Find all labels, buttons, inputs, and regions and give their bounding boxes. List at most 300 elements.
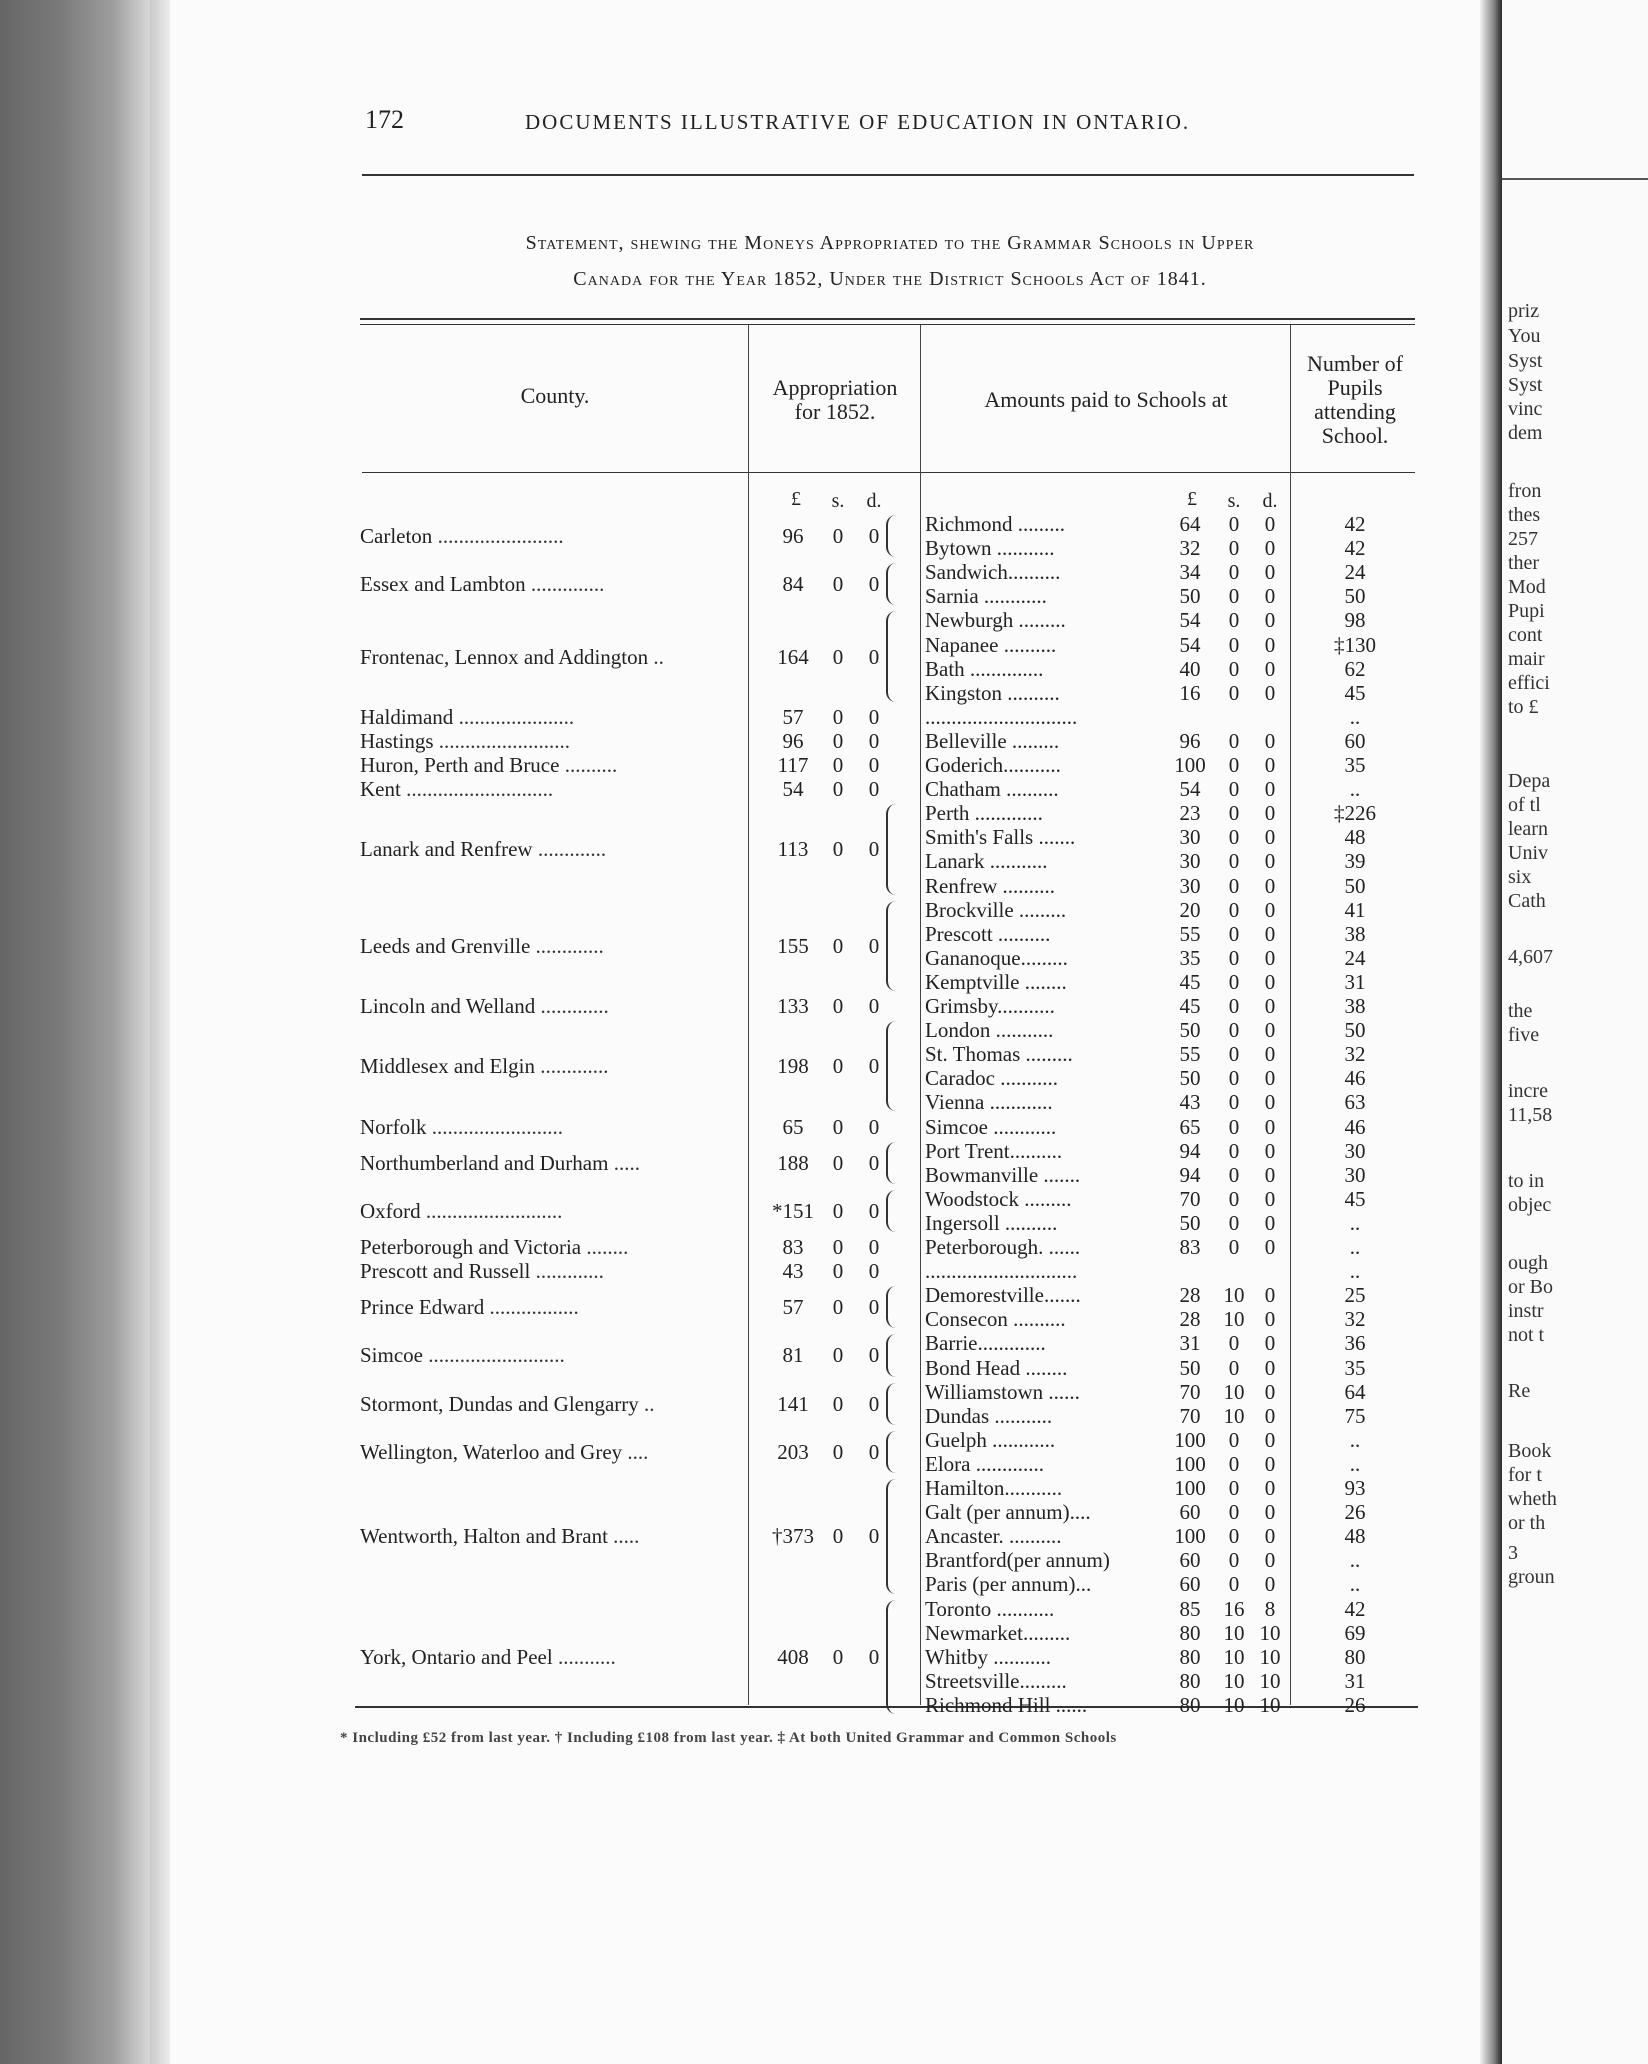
county-label: Oxford [360,1198,426,1223]
facing-page-text-fragment: Syst [1508,350,1543,372]
appropriation-pounds: 96 [782,728,804,753]
school-amount-pence: 10 [1259,1692,1281,1717]
appropriation-shillings: 0 [832,1150,844,1175]
school-pupil-count: 42 [1344,512,1366,536]
school-amount-pounds: 45 [1179,994,1201,1018]
facing-page-text-fragment: not t [1508,1324,1545,1346]
school-pupil-count: 50 [1344,1018,1366,1043]
school-name: Peterborough. ...... [925,1235,1081,1259]
school-amount-pounds: 100 [1174,1427,1206,1452]
school-pupil-count: ‡226 [1334,801,1376,826]
school-pupil-count: .. [1349,1451,1361,1476]
school-amount-pounds: 70 [1179,1403,1201,1428]
appropriation-shillings: 0 [832,1343,844,1368]
county-label: Wellington, Waterloo and Grey [360,1439,628,1464]
column-divider-3 [1290,325,1291,1705]
county-leader-dots: .......................... [425,1198,563,1223]
appropriation-pence: 0 [868,1054,880,1079]
page-number: 172 [365,105,404,134]
school-amount-pence: 0 [1264,1500,1276,1525]
school-amount-pence: 0 [1264,584,1276,609]
school-amount-pence: 0 [1264,536,1276,561]
appropriation-pounds: 164 [777,644,809,669]
county-label: Prescott and Russell [360,1259,536,1284]
appropriation-pence: 0 [868,1391,880,1416]
school-amount-pounds: 64 [1179,512,1201,536]
school-amount-pounds: 100 [1174,1476,1206,1500]
school-name: Port Trent.......... [925,1138,1063,1163]
facing-page-text-fragment: Univ [1508,842,1548,864]
appropriation-pound-unit: £ [791,488,801,510]
county-leader-dots: ............. [535,1259,604,1284]
school-amount-shillings: 0 [1228,1572,1240,1597]
appropriation-shillings: 0 [832,994,844,1018]
school-pupil-count: 30 [1344,1138,1366,1163]
school-pupil-count: 50 [1344,873,1366,898]
school-amount-shillings: 10 [1223,1403,1245,1428]
school-name: Bytown ........... [925,536,1055,561]
school-amount-shillings: 0 [1228,1186,1240,1211]
facing-page-text-fragment: 3 [1508,1542,1518,1564]
county-leader-dots: ............. [535,933,604,958]
school-pupil-count: 38 [1344,994,1366,1018]
school-name: Paris (per annum)... [925,1572,1092,1597]
school-name: ............................. [925,704,1078,729]
school-amount-pence: 0 [1264,1066,1276,1091]
pupils-header-line-1: Number of [1307,351,1403,376]
appropriation-shillings: 0 [832,1391,844,1416]
county-name [360,837,742,862]
school-amount-shillings: 0 [1228,512,1240,536]
school-amount-shillings: 0 [1228,1210,1240,1235]
appropriation-pence: 0 [868,1439,880,1464]
header-rule [362,174,1414,176]
facing-page-text-fragment: mair [1508,648,1545,670]
appropriation-shillings: 0 [832,524,844,549]
school-amount-pounds: 40 [1179,656,1201,681]
amount-shilling-unit: s. [1227,490,1241,512]
school-amount-pence: 0 [1264,1403,1276,1428]
county-label: Wentworth, Halton and Brant [360,1524,614,1549]
county-name [360,1645,742,1670]
county-label: Haldimand [360,704,459,729]
school-pupil-count: .. [1349,1427,1361,1452]
school-pupil-count: .. [1349,1548,1361,1573]
school-amount-pounds: 70 [1179,1186,1201,1211]
appropriation-pounds: 81 [782,1343,804,1368]
school-amount-shillings: 0 [1228,921,1240,946]
school-amount-shillings: 10 [1223,1379,1245,1404]
county-name [360,934,742,959]
facing-page-text-fragment: five [1508,1024,1540,1046]
amount-pound-unit: £ [1187,488,1197,510]
school-amount-pounds: 32 [1179,536,1201,561]
school-name: Richmond Hill ...... [925,1692,1088,1717]
school-amount-pounds: 23 [1179,801,1201,826]
school-amount-shillings: 0 [1228,728,1240,753]
school-amount-pence: 0 [1264,1355,1276,1380]
facing-page-rule [1502,178,1648,180]
school-pupil-count: 41 [1344,897,1366,922]
footnote: * Including £52 from last year. † Including £108 from last year. ‡ At both United Grammar and Common Schools [340,1730,1117,1746]
appropriation-shillings: 0 [832,728,844,753]
school-amount-shillings: 0 [1228,656,1240,681]
school-amount-pounds: 50 [1179,1355,1201,1380]
school-pupil-count: 80 [1344,1644,1366,1669]
school-name: Sarnia ............ [925,584,1047,609]
school-amount-pounds: 50 [1179,1018,1201,1043]
pupils-header-line-2: Pupils [1327,375,1383,400]
school-name: Kemptville ........ [925,969,1067,994]
appropriation-shillings: 0 [832,1054,844,1079]
county-name [360,1259,742,1284]
school-pupil-count: 42 [1344,1596,1366,1621]
school-amount-pounds: 30 [1179,825,1201,850]
school-name: Brantford(per annum) [925,1548,1110,1573]
header-bottom-rule [362,472,1415,473]
county-name [360,1440,742,1465]
school-amount-pence: 0 [1264,1186,1276,1211]
group-brace [886,1334,900,1376]
school-name: Richmond ......... [925,512,1065,536]
school-amount-pounds: 80 [1179,1692,1201,1717]
school-amount-shillings: 0 [1228,1355,1240,1380]
group-brace [886,1600,900,1715]
table-top-rule [360,318,1415,320]
school-amount-pence: 0 [1264,1331,1276,1356]
school-name: Lanark ........... [925,849,1048,874]
school-amount-shillings: 0 [1228,994,1240,1018]
school-name: Goderich........... [925,753,1061,777]
appropriation-shillings: 0 [832,933,844,958]
school-pupil-count: 39 [1344,849,1366,874]
county-label: Prince Edward [360,1295,490,1320]
appropriation-pence: 0 [868,644,880,669]
county-name [360,753,742,778]
appropriation-pounds: 57 [782,704,804,729]
school-amount-pounds: 94 [1179,1162,1201,1187]
appropriation-pounds: 113 [777,837,809,862]
school-pupil-count: 50 [1344,584,1366,609]
facing-page-text-fragment: for t [1508,1464,1542,1486]
group-brace [886,1021,900,1111]
facing-page-text-fragment: thes [1508,504,1541,526]
facing-page-text-fragment: Mod [1508,576,1546,598]
school-amount-shillings: 0 [1228,849,1240,874]
facing-page-text-fragment: 4,607 [1508,946,1553,968]
school-amount-pence: 0 [1264,1476,1276,1500]
school-pupil-count: 24 [1344,945,1366,970]
school-amount-pence: 0 [1264,1379,1276,1404]
school-amount-pounds: 65 [1179,1114,1201,1139]
county-label: Lincoln and Welland [360,994,541,1018]
school-amount-pence: 0 [1264,945,1276,970]
appropriation-pounds: 141 [777,1391,809,1416]
county-label: Leeds and Grenville [360,933,536,958]
county-name [360,777,742,802]
facing-page-text-fragment: or Bo [1508,1276,1553,1298]
school-amount-pounds: 96 [1179,728,1201,753]
school-amount-pence: 0 [1264,1427,1276,1452]
appropriation-shillings: 0 [832,1439,844,1464]
county-label: Norfolk [360,1114,432,1139]
county-leader-dots: .... [627,1439,649,1464]
school-amount-shillings: 0 [1228,1548,1240,1573]
school-pupil-count: 38 [1344,921,1366,946]
school-amount-pence: 10 [1259,1644,1281,1669]
group-brace [886,1431,900,1473]
school-pupil-count: ‡130 [1334,632,1376,657]
school-amount-shillings: 0 [1228,1235,1240,1259]
appropriation-pounds: 65 [782,1114,804,1139]
column-divider-2 [920,325,921,1705]
county-leader-dots: ..... [613,1524,640,1549]
school-amount-shillings: 0 [1228,1018,1240,1043]
facing-page-text-fragment: fron [1508,480,1542,502]
group-brace [886,804,900,894]
school-amount-shillings: 0 [1228,560,1240,585]
school-amount-pounds: 20 [1179,897,1201,922]
amounts-header: Amounts paid to Schools at [984,387,1228,412]
appropriation-pounds: 133 [777,994,809,1018]
school-amount-shillings: 0 [1228,1500,1240,1525]
school-amount-shillings: 0 [1228,1476,1240,1500]
appropriation-shillings: 0 [832,1235,844,1259]
school-amount-shillings: 16 [1223,1596,1245,1621]
county-header: County. [520,383,590,408]
appropriation-pounds: *151 [772,1198,814,1223]
school-pupil-count: 26 [1344,1692,1366,1717]
school-amount-shillings: 10 [1223,1668,1245,1693]
school-name: Chatham .......... [925,777,1059,802]
school-amount-pence: 0 [1264,632,1276,657]
appropriation-pence: 0 [868,1524,880,1549]
county-label: Northumberland and Durham [360,1150,614,1175]
table-top-rule-2 [360,324,1415,325]
facing-page-text-fragment: Re [1508,1380,1531,1402]
facing-page-text-fragment: ther [1508,552,1540,574]
school-amount-pounds: 28 [1179,1307,1201,1332]
school-amount-pounds: 60 [1179,1548,1201,1573]
appropriation-shilling-unit: s. [831,490,845,512]
group-brace [886,1142,900,1184]
school-amount-pence: 8 [1264,1596,1276,1621]
school-amount-pence: 0 [1264,849,1276,874]
school-amount-shillings: 0 [1228,1138,1240,1163]
school-pupil-count: 48 [1344,825,1366,850]
facing-page-text-fragment: of tl [1508,794,1541,816]
facing-page-text-fragment: wheth [1508,1488,1557,1510]
school-name: Renfrew .......... [925,873,1056,898]
appropriation-pounds: 203 [777,1439,809,1464]
appropriation-pounds: 198 [777,1054,809,1079]
school-name: Whitby ........... [925,1644,1051,1669]
facing-page-text-fragment: six [1508,866,1532,888]
appropriation-shillings: 0 [832,1259,844,1284]
school-amount-shillings: 10 [1223,1644,1245,1669]
school-name: Toronto ........... [925,1596,1055,1621]
school-amount-shillings: 0 [1228,632,1240,657]
county-leader-dots: ...................... [458,704,575,729]
running-head: DOCUMENTS ILLUSTRATIVE OF EDUCATION IN ONTARIO. [525,110,1191,134]
appropriation-pence: 0 [868,1343,880,1368]
facing-page-text-fragment: groun [1508,1566,1555,1588]
school-amount-pounds: 50 [1179,1066,1201,1091]
county-name [360,1524,742,1549]
school-pupil-count: .. [1349,1259,1361,1284]
school-name: St. Thomas ......... [925,1042,1073,1067]
school-amount-pounds: 94 [1179,1138,1201,1163]
school-amount-pounds: 83 [1179,1235,1201,1259]
school-name: Woodstock ......... [925,1186,1072,1211]
appropriation-pence: 0 [868,994,880,1018]
facing-page-text-fragment: Cath [1508,890,1546,912]
school-name: Guelph ............ [925,1427,1056,1452]
school-name: Bowmanville ....... [925,1162,1081,1187]
county-leader-dots: .. [653,644,664,669]
school-amount-pence: 0 [1264,753,1276,777]
county-name [360,1343,742,1368]
school-pupil-count: 32 [1344,1307,1366,1332]
school-amount-pounds: 70 [1179,1379,1201,1404]
group-brace [886,515,900,557]
scanner-background [0,0,150,2064]
school-amount-pence: 0 [1264,873,1276,898]
facing-page-text-fragment: to £ [1508,696,1539,718]
county-name [360,1054,742,1079]
school-name: Newburgh ......... [925,608,1066,633]
school-pupil-count: 35 [1344,753,1366,777]
school-name: Ancaster. .......... [925,1524,1062,1549]
county-name [360,1392,742,1417]
school-name: Gananoque......... [925,945,1068,970]
school-amount-pounds: 35 [1179,945,1201,970]
school-name: Simcoe ............ [925,1114,1057,1139]
school-name: Newmarket......... [925,1620,1071,1645]
appropriation-pounds: 43 [782,1259,804,1284]
school-amount-shillings: 0 [1228,777,1240,802]
school-amount-pence: 0 [1264,1235,1276,1259]
school-pupil-count: 32 [1344,1042,1366,1067]
school-pupil-count: 62 [1344,656,1366,681]
school-pupil-count: 24 [1344,560,1366,585]
facing-page-text-fragment: incre [1508,1080,1548,1102]
county-name [360,1151,742,1176]
school-amount-shillings: 0 [1228,897,1240,922]
school-amount-pounds: 55 [1179,1042,1201,1067]
appropriation-shillings: 0 [832,644,844,669]
school-amount-pence: 0 [1264,728,1276,753]
school-amount-pence: 0 [1264,1018,1276,1043]
facing-page-text-fragment: the [1508,1000,1533,1022]
school-name: Prescott .......... [925,921,1051,946]
school-name: Williamstown ...... [925,1379,1080,1404]
appropriation-pounds: 84 [782,572,804,597]
facing-page-text-fragment: Book [1508,1440,1552,1462]
school-amount-pence: 0 [1264,1162,1276,1187]
county-label: Kent [360,777,407,802]
county-leader-dots: .......... [564,753,618,777]
pupils-header-line-4: School. [1321,423,1389,448]
school-amount-pence: 0 [1264,608,1276,633]
school-name: Streetsville......... [925,1668,1067,1693]
school-amount-pounds: 30 [1179,849,1201,874]
appropriation-pence: 0 [868,1259,880,1284]
school-amount-pence: 0 [1264,969,1276,994]
school-amount-shillings: 10 [1223,1620,1245,1645]
appropriation-pounds: 117 [777,753,809,777]
county-name [360,729,742,754]
county-label: Stormont, Dundas and Glengarry [360,1391,645,1416]
facing-page-text-fragment: learn [1508,818,1548,840]
facing-page-text-fragment: Depa [1508,770,1551,792]
appropriation-pence: 0 [868,1114,880,1139]
school-name: Demorestville....... [925,1283,1081,1308]
appropriation-shillings: 0 [832,837,844,862]
appropriation-pounds: 57 [782,1295,804,1320]
school-amount-pence: 0 [1264,921,1276,946]
school-amount-pounds: 43 [1179,1090,1201,1115]
school-amount-shillings: 0 [1228,1162,1240,1187]
school-amount-shillings: 0 [1228,1427,1240,1452]
school-pupil-count: 35 [1344,1355,1366,1380]
county-name [360,1115,742,1140]
book-gutter [1480,0,1502,2064]
appropriation-header-line-2: for 1852. [794,399,876,424]
school-amount-pence: 0 [1264,680,1276,705]
school-amount-pounds: 60 [1179,1572,1201,1597]
appropriation-header-line-1: Appropriation [772,375,898,400]
county-leader-dots: .......................... [428,1343,565,1368]
appropriation-pence: 0 [868,704,880,729]
school-amount-pence: 0 [1264,825,1276,850]
school-amount-shillings: 0 [1228,1090,1240,1115]
school-pupil-count: 69 [1344,1620,1366,1645]
appropriation-pence: 0 [868,933,880,958]
appropriation-pence: 0 [868,1644,880,1669]
school-amount-pounds: 50 [1179,1210,1201,1235]
school-amount-pence: 0 [1264,1572,1276,1597]
school-amount-shillings: 0 [1228,801,1240,826]
appropriation-pounds: 155 [777,933,809,958]
school-amount-pence: 0 [1264,1307,1276,1332]
school-pupil-count: .. [1349,704,1361,729]
school-amount-pence: 0 [1264,512,1276,536]
appropriation-header [750,376,920,424]
facing-page-text-fragment: You [1508,325,1541,347]
school-amount-pence: 0 [1264,1042,1276,1067]
school-amount-pounds: 80 [1179,1668,1201,1693]
school-amount-pence: 0 [1264,1090,1276,1115]
school-amount-shillings: 0 [1228,873,1240,898]
group-brace [886,901,900,991]
facing-page-text-fragment: Pupi [1508,600,1545,622]
county-leader-dots: .. [644,1391,655,1416]
statement-title-line-2: Canada for the Year 1852, Under the District Schools Act of 1841. [573,268,1207,290]
county-label: York, Ontario and Peel [360,1644,558,1669]
county-name [360,524,742,549]
pupils-header-line-3: attending [1314,399,1396,424]
school-amount-pounds: 28 [1179,1283,1201,1308]
facing-page-text-fragment: to in [1508,1170,1545,1192]
group-brace [886,1190,900,1232]
school-name: Kingston .......... [925,680,1060,705]
school-pupil-count: 31 [1344,1668,1366,1693]
school-amount-shillings: 0 [1228,1451,1240,1476]
facing-page-text-fragment: cont [1508,624,1543,646]
school-amount-pence: 10 [1259,1620,1281,1645]
county-name [360,1235,742,1260]
